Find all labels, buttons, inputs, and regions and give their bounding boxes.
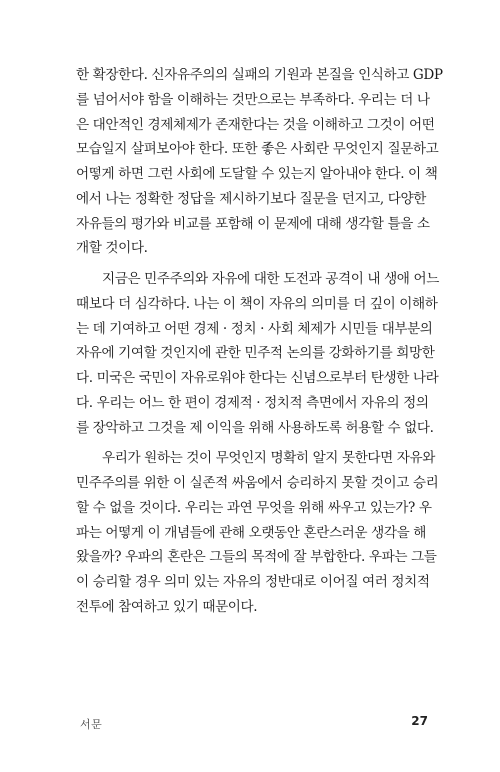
- text-line: 은 대안적인 경제체제가 존재한다는 것을 이해하고 그것이 어떤: [76, 116, 435, 133]
- text-line: 모습일지 살펴보아야 한다. 또한 좋은 사회란 무엇인지 질문하고: [76, 141, 439, 158]
- text-line: 개할 것이다.: [76, 240, 148, 257]
- text-line: 때보다 더 심각하다. 나는 이 책이 자유의 의미를 더 깊이 이해하: [76, 295, 438, 312]
- text-line: 를 장악하고 그것을 제 이익을 위해 사용하도록 허용할 수 없다.: [76, 419, 434, 436]
- text-line: 우리가 원하는 것이 무엇인지 명확히 알지 못한다면 자유와: [102, 450, 436, 467]
- text-line: 어떻게 하면 그런 사회에 도달할 수 있는지 알아내야 한다. 이 책: [76, 166, 438, 182]
- text-line: 한 확장한다. 신자유주의의 실패의 기원과 본질을 인식하고 GDP: [76, 67, 443, 83]
- text-line: 할 수 없을 것이다. 우리는 과연 무엇을 위해 싸우고 있는가? 우: [76, 499, 432, 516]
- running-footer-section: 서문: [80, 718, 103, 731]
- body-text: [76, 63, 443, 620]
- text-line: 왔을까? 우파의 혼란은 그들의 목적에 잘 부합한다. 우파는 그들: [76, 549, 437, 566]
- text-line: 자유에 기여할 것인지에 관한 민주적 논의를 강화하기를 희망한: [76, 345, 435, 362]
- text-line: 전투에 참여하고 있기 때문이다.: [76, 598, 258, 615]
- text-line: 는 데 기여하고 어떤 경제 · 정치 · 사회 체제가 시민들 대부분의: [76, 320, 433, 337]
- text-line: 에서 나는 정확한 정답을 제시하기보다 질문을 던지고, 다양한: [76, 190, 426, 207]
- text-line: 자유들의 평가와 비교를 포함해 이 문제에 대해 생각할 틀을 소: [76, 215, 430, 232]
- page-number: 27: [411, 714, 428, 728]
- text-line: 민주주의를 위한 이 실존적 싸움에서 승리하지 못할 것이고 승리: [76, 475, 439, 491]
- text-line: 지금은 민주주의와 자유에 대한 도전과 공격이 내 생애 어느: [102, 271, 439, 287]
- text-line: 이 승리할 경우 의미 있는 자유의 정반대로 이어질 여러 정치적: [76, 574, 430, 590]
- text-line: 파는 어떻게 이 개념들에 관해 오랫동안 혼란스러운 생각을 해: [76, 524, 426, 541]
- text-line: 다. 미국은 국민이 자유로워야 한다는 신념으로부터 탄생한 나라: [76, 370, 439, 386]
- text-line: 다. 우리는 어느 한 편이 경제적 · 정치적 측면에서 자유의 정의: [76, 394, 429, 411]
- text-line: 를 넘어서야 함을 이해하는 것만으로는 부족하다. 우리는 더 나: [76, 91, 430, 108]
